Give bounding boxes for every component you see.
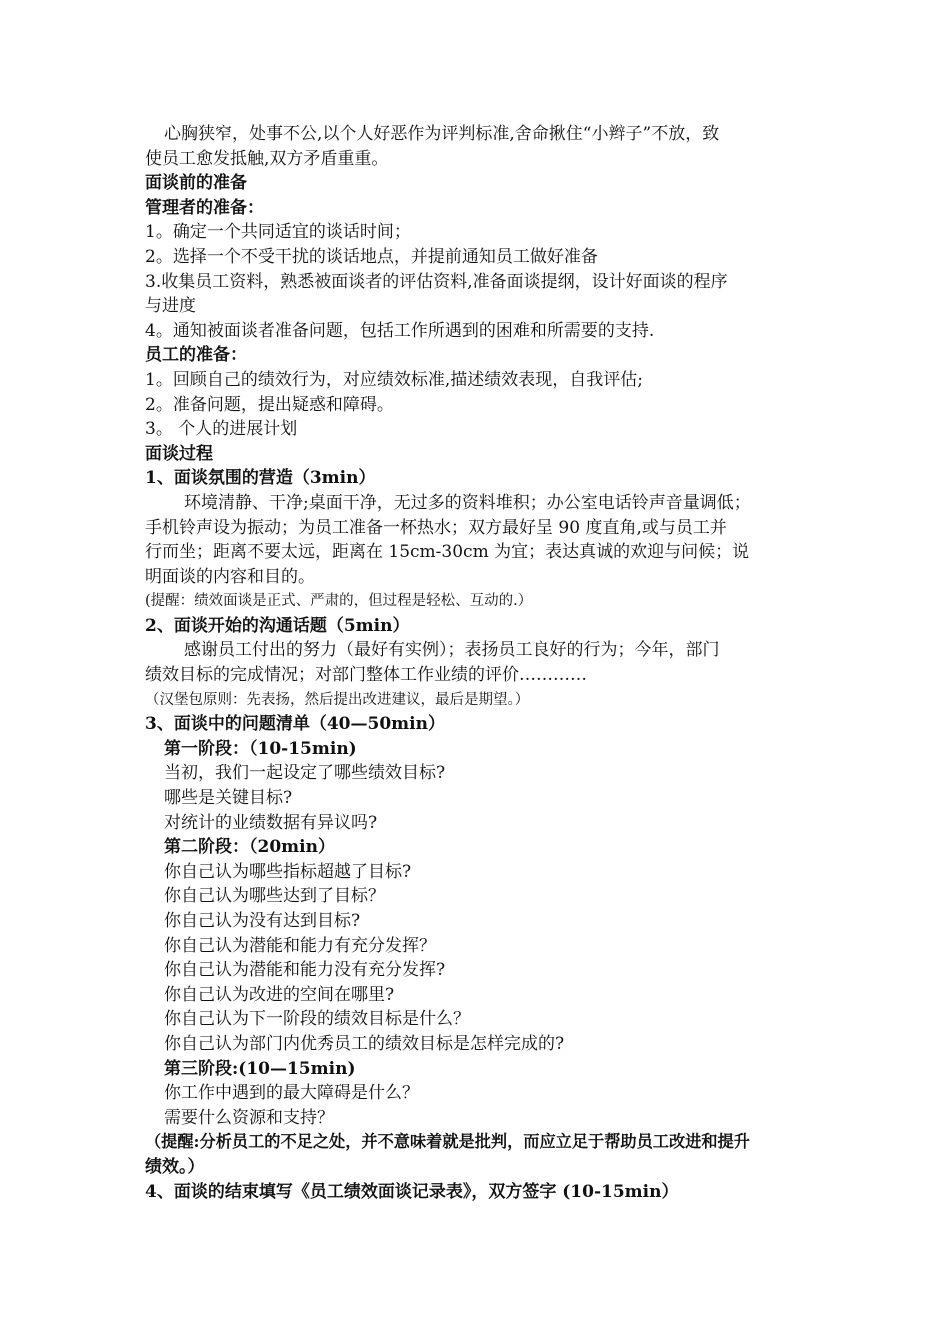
section-1-text: 环境清静、干净;桌面干净，无过多的资料堆积；办公室电话铃声音量调低； [184,492,751,513]
manager-prep-item: 与进度 [145,296,196,317]
prep-heading: 面谈前的准备 [145,173,247,194]
intro-line-2: 使员工愈发抵触,双方矛盾重重。 [145,148,389,169]
process-heading: 面谈过程 [145,443,213,464]
employee-prep-heading: 员工的准备： [145,345,247,366]
stage-2-heading: 第二阶段：（20min） [164,837,335,858]
stage-3-question: 你工作中遇到的最大障碍是什么？ [164,1083,419,1104]
section-3-note-cont: 绩效。） [145,1156,205,1177]
section-4-heading: 4、面谈的结束填写《员工绩效面谈记录表》，双方签字 (10-15min） [145,1181,679,1202]
stage-2-question: 你自己认为哪些达到了目标？ [164,886,385,907]
stage-3-heading: 第三阶段:(10—15min) [164,1058,356,1079]
section-1-note: (提醒：绩效面谈是正式、严肃的，但过程是轻松、互动的.） [145,593,533,610]
manager-prep-item: 2。选择一个不受干扰的谈话地点，并提前通知员工做好准备 [145,246,598,267]
stage-2-question: 你自己认为改进的空间在哪里? [164,984,395,1005]
manager-prep-item: 3.收集员工资料，熟悉被面谈者的评估资料,准备面谈提纲，设计好面谈的程序 [145,271,728,292]
section-1-text: 明面谈的内容和目的。 [145,566,315,587]
stage-2-question: 你自己认为潜能和能力没有充分发挥? [164,960,446,981]
stage-1-heading: 第一阶段：（10-15min) [164,738,357,759]
stage-3-question: 需要什么资源和支持？ [164,1107,334,1128]
section-1-heading: 1、面谈氛围的营造（3min） [145,468,376,489]
section-2-text: 绩效目标的完成情况；对部门整体工作业绩的评价………… [145,665,587,686]
stage-2-question: 你自己认为没有达到目标? [164,911,361,931]
section-3-heading: 3、面谈中的问题清单（40—50min） [145,714,445,735]
stage-2-question: 你自己认为部门内优秀员工的绩效目标是怎样完成的? [164,1033,565,1054]
section-2-note: （汉堡包原则：先表扬，然后提出改进建议，最后是期望。） [145,691,530,708]
stage-2-question: 你自己认为潜能和能力有充分发挥？ [164,935,436,956]
manager-prep-heading: 管理者的准备： [145,197,264,218]
stage-2-question: 你自己认为哪些指标超越了目标? [164,861,412,882]
manager-prep-item: 1。确定一个共同适宜的谈话时间； [145,222,411,243]
stage-1-question: 对统计的业绩数据有异议吗? [164,812,378,833]
intro-line-1: 心胸狭窄，处事不公,以个人好恶作为评判标准,舍命揪住“小辫子”不放，致 [164,124,720,144]
section-3-note: （提醒:分析员工的不足之处，并不意味着就是批判，而应立足于帮助员工改进和提升 [145,1132,750,1152]
section-1-text: 行而坐；距离不要太远，距离在 15cm-30cm 为宜；表达真诚的欢迎与问候；说 [145,542,750,563]
employee-prep-item: 3。 个人的进展计划 [145,419,298,440]
section-2-text: 感谢员工付出的努力（最好有实例）；表扬员工良好的行为；今年，部门 [184,640,720,661]
stage-1-question: 当初，我们一起设定了哪些绩效目标? [164,763,446,784]
employee-prep-item: 1。回顾自己的绩效行为，对应绩效标准,描述绩效表现，自我评估; [145,369,643,390]
stage-1-question: 哪些是关键目标? [164,788,293,809]
document-page [145,122,810,1204]
employee-prep-item: 2。准备问题，提出疑惑和障碍。 [145,394,394,415]
section-2-heading: 2、面谈开始的沟通话题（5min） [145,615,410,636]
stage-2-question: 你自己认为下一阶段的绩效目标是什么？ [164,1009,470,1030]
manager-prep-item: 4。通知被面谈者准备问题，包括工作所遇到的困难和所需要的支持. [145,320,655,341]
section-1-text: 手机铃声设为振动；为员工准备一杯热水；双方最好呈 90 度直角,或与员工并 [145,517,727,538]
